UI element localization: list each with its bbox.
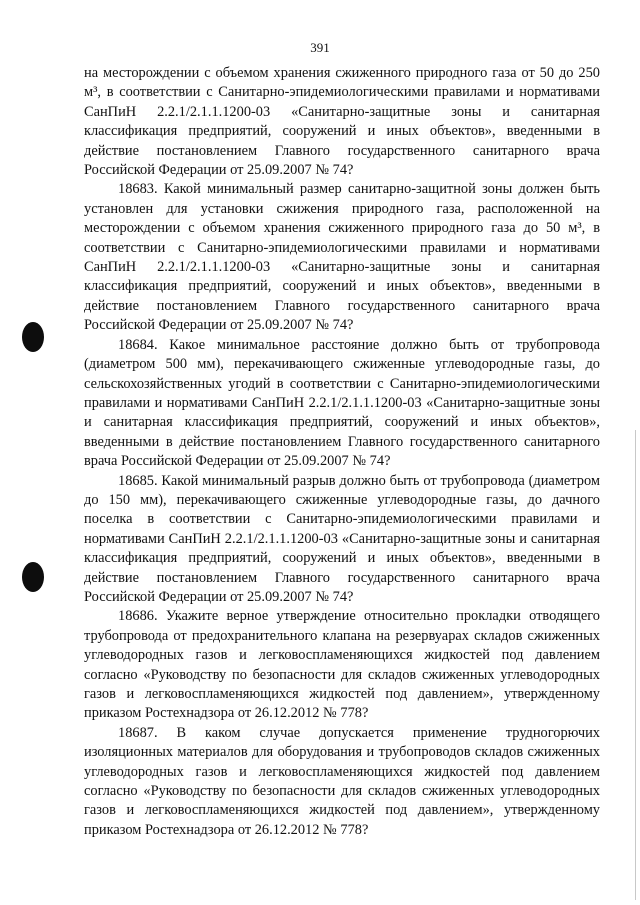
scan-edge-line: [635, 430, 636, 900]
punch-hole-mark: [22, 322, 44, 352]
document-body: [84, 64, 600, 840]
question-18684: 18684. Какое минимальное расстояние должно быть от трубопровода (диаметром 500 мм), перекачивающего сжиженные углеводородные газы, до сельскохозяйственных угодий в соответствии с Санитарно-эпидемиологическими правилами и нормативами СанПиН 2.2.1/2.1.1.1200-03 «Санитарно-защитные зоны и санитарная классификация предприятий, сооружений и иных объектов», введенными в действие постановлением Главного государственного санитарного врача Российской Федерации от 25.09.2007 № 74?: [84, 336, 600, 470]
question-18687: 18687. В каком случае допускается применение трудногорючих изоляционных материалов для оборудования и трубопроводов складов сжиженных углеводородных газов и легковоспламеняющихся жидкостей под давлением согласно «Руководству по безопасности для складов сжиженных углеводородных газов и легковоспламеняющихся жидкостей под давлением», утвержденному приказом Ростехнадзора от 26.12.2012 № 778?: [84, 724, 600, 838]
question-18685: 18685. Какой минимальный разрыв должно быть от трубопровода (диаметром до 150 мм), перекачивающего сжиженные углеводородные газы, до дачного поселка в соответствии с Санитарно-эпидемиологическими правилами и нормативами СанПиН 2.2.1/2.1.1.1200-03 «Санитарно-защитные зоны и санитарная классификация предприятий, сооружений и иных объектов», введенными в действие постановлением Главного государственного санитарного врача Российской Федерации от 25.09.2007 № 74?: [84, 472, 600, 605]
page-number: 391: [310, 40, 330, 55]
continuation-paragraph: на месторождении с объемом хранения сжиженного природного газа от 50 до 250 м³, в соответствии с Санитарно-эпидемиологическими правилами и нормативами СанПиН 2.2.1/2.1.1.1200-03 «Санитарно-защитные зоны и санитарная классификация предприятий, сооружений и иных объектов», введенными в действие постановлением Главного государственного санитарного врача Российской Федерации от 25.09.2007 № 74?: [84, 65, 600, 179]
punch-hole-mark: [22, 562, 44, 592]
question-18683: 18683. Какой минимальный размер санитарно-защитной зоны должен быть установлен для установки сжижения природного газа, расположенной на месторождении с объемом хранения сжиженного природного газа до 50 м³, в соответствии с Санитарно-эпидемиологическими правилами и нормативами СанПиН 2.2.1/2.1.1.1200-03 «Санитарно-защитные зоны и санитарная классификация предприятий, сооружений и иных объектов», введенными в действие постановлением Главного государственного санитарного врача Российской Федерации от 25.09.2007 № 74?: [84, 181, 600, 334]
question-18686: 18686. Укажите верное утверждение относительно прокладки отводящего трубопровода от предохранительного клапана на резервуарах складов сжиженных углеводородных газов и легковоспламеняющихся жидкостей под давлением согласно «Руководству по безопасности для складов сжиженных углеводородных газов и легковоспламеняющихся жидкостей под давлением», утвержденному приказом Ростехнадзора от 26.12.2012 № 778?: [84, 608, 600, 722]
